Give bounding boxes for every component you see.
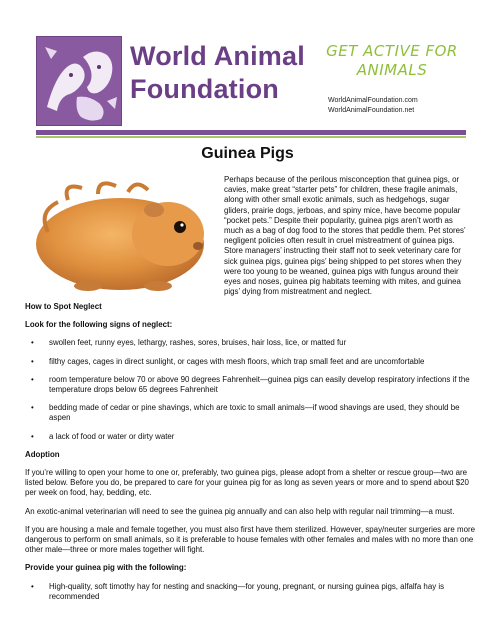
neglect-subheading: Look for the following signs of neglect: bbox=[25, 320, 173, 330]
neglect-heading: How to Spot Neglect bbox=[25, 302, 102, 311]
adoption-paragraph-1: If you’re willing to open your home to one or, preferably, two guinea pigs, please adopt from a shelter or rescue group—two are listed below. Before you do, be prepared to care for your guinea pig for as long as seven years or more and to spend about $20 per week on food, hay, bedding, etc. bbox=[25, 468, 469, 498]
tagline-line-2: ANIMALS bbox=[356, 61, 428, 79]
neglect-list bbox=[25, 338, 477, 441]
list-item: • filthy cages, cages in direct sunlight, or cages with mesh floors, which trap small feet and are uncomfortable bbox=[31, 356, 425, 366]
adoption-heading: Adoption bbox=[25, 449, 60, 459]
provide-list bbox=[25, 582, 477, 602]
page-title: Guinea Pigs bbox=[201, 145, 294, 162]
list-item: • swollen feet, runny eyes, lethargy, rashes, sores, bruises, hair loss, lice, or matted fur bbox=[31, 338, 347, 348]
document-page bbox=[8, 8, 487, 632]
header-divider-accent bbox=[36, 136, 466, 138]
provide-heading: Provide your guinea pig with the following: bbox=[25, 563, 187, 573]
brand-line-1: World Animal bbox=[130, 41, 305, 71]
brand-name bbox=[130, 40, 305, 106]
header-divider bbox=[36, 130, 466, 135]
article-body bbox=[25, 302, 477, 610]
animal-faces-logo-icon bbox=[36, 36, 122, 126]
intro-paragraph: Perhaps because of the perilous misconception that guinea pigs, or cavies, make great “starter pets” for children, these fragile animals, along with other small exotic animals, such as hedgehogs, sugar gliders, prairie dogs, jerboas, and spiny mice, have become popular “pocket pets.” Despite their popularity, guinea pigs aren’t worth as much as a bag of dog food to the stores that peddle them. Pet stores’ negligent policies often result in cruel mistreatment of guinea pigs. Store managers’ instructing their staff not to seek veterinary care for sick guinea pigs, guinea pigs’ being shipped to pet stores when they were too young to be weaned, guinea pigs with fungus around their eyes and noses, guinea pig habitats teeming with mites, and guinea pigs’ dying from mistreatment and neglect. bbox=[224, 175, 466, 297]
website-url-com[interactable]: WorldAnimalFoundation.com bbox=[328, 97, 418, 104]
adoption-paragraph-2: An exotic-animal veterinarian will need to see the guinea pig annually and can also help with regular nail trimming—a must. bbox=[25, 506, 455, 516]
brand-line-2: Foundation bbox=[130, 74, 279, 104]
list-item: • room temperature below 70 or above 90 degrees Fahrenheit—guinea pigs can easily develop respiratory infections if the temperature drops below 65 degrees Fahrenheit bbox=[31, 374, 470, 395]
website-url-net[interactable]: WorldAnimalFoundation.net bbox=[328, 107, 415, 114]
tagline-line-1: GET ACTIVE FOR bbox=[326, 42, 458, 60]
guinea-pig-photo bbox=[28, 172, 208, 297]
header bbox=[36, 36, 466, 128]
list-item: • High-quality, soft timothy hay for nesting and snacking—for young, pregnant, or nursing guinea pigs, alfalfa hay is recommended bbox=[31, 581, 445, 601]
list-item: • bedding made of cedar or pine shavings, which are toxic to small animals—if wood shavings are used, they should be aspen bbox=[31, 403, 460, 423]
list-item: • a lack of food or water or dirty water bbox=[31, 431, 175, 441]
tagline bbox=[318, 42, 466, 80]
adoption-paragraph-3: If you are housing a male and female together, you must also first have them sterilized. However, spay/neuter surgeries are more dangerous to perform on small animals, so it is preferable to house females with other females and males with no more than one other male—three or more males together will fight. bbox=[25, 524, 475, 555]
